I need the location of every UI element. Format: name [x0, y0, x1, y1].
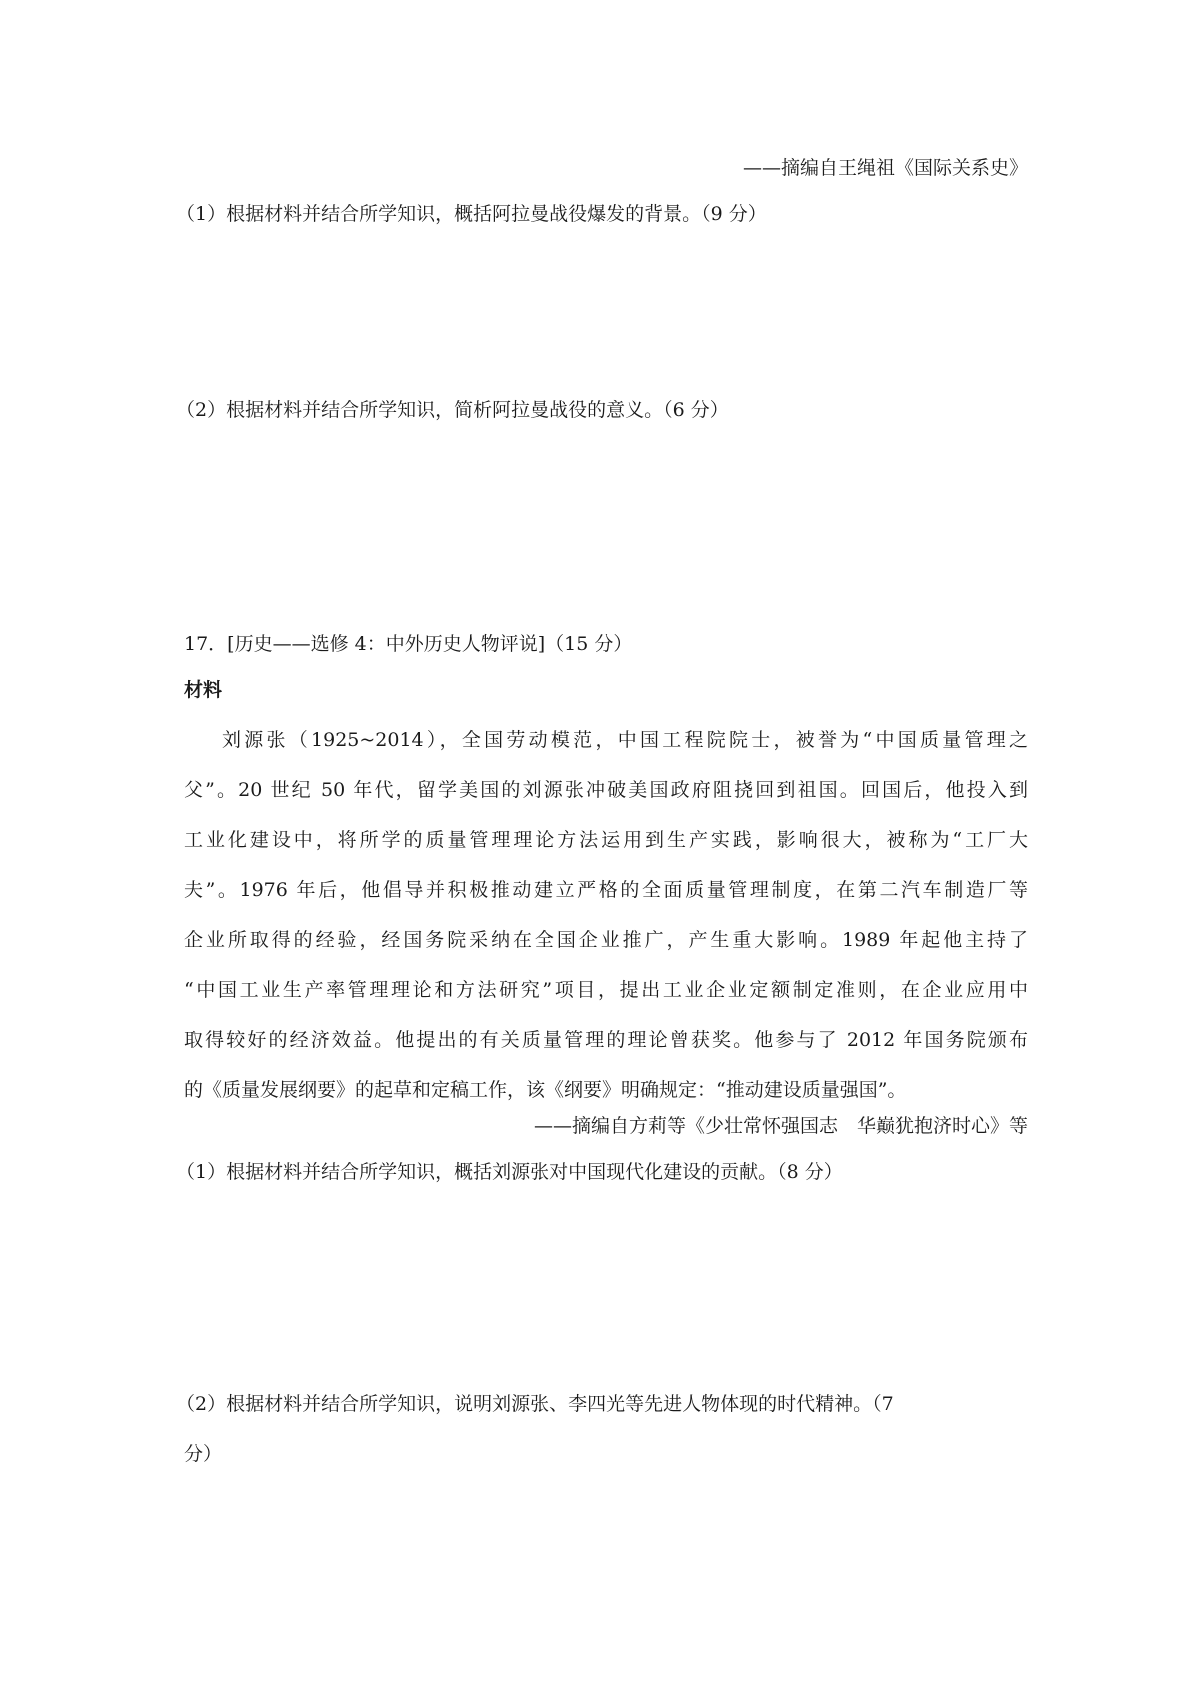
material-line: 企业所取得的经验，经国务院采纳在全国企业推广，产生重大影响。1989 年起他主持了 — [184, 929, 1028, 951]
q17-subquestion-2-line-2: 分） — [184, 1443, 223, 1465]
material-line: 取得较好的经济效益。他提出的有关质量管理的理论曾获奖。他参与了 2012 年国务院颁布 — [184, 1029, 1028, 1051]
q17-material-label: 材料 — [184, 679, 223, 701]
q17-subquestion-1: （1）根据材料并结合所学知识，概括刘源张对中国现代化建设的贡献。（8 分） — [176, 1161, 843, 1183]
material-line: 的《质量发展纲要》的起草和定稿工作，该《纲要》明确规定：“推动建设质量强国”。 — [184, 1079, 907, 1101]
q17-subquestion-2-line-1: （2）根据材料并结合所学知识，说明刘源张、李四光等先进人物体现的时代精神。（7 — [176, 1393, 894, 1415]
q16-subquestion-1: （1）根据材料并结合所学知识，概括阿拉曼战役爆发的背景。（9 分） — [176, 203, 767, 225]
q16-source-citation: ——摘编自王绳祖《国际关系史》 — [742, 157, 1028, 179]
material-line: 刘源张（1925~2014），全国劳动模范，中国工程院院士，被誉为“中国质量管理之 — [222, 729, 1028, 751]
material-line: 夫”。1976 年后，他倡导并积极推动建立严格的全面质量管理制度，在第二汽车制造厂等 — [184, 879, 1028, 901]
q17-material-paragraph — [184, 728, 1028, 1128]
q17-source-citation: ——摘编自方莉等《少壮常怀强国志 华巅犹抱济时心》等 — [533, 1115, 1028, 1137]
material-line: 父”。20 世纪 50 年代，留学美国的刘源张冲破美国政府阻挠回到祖国。回国后，他投入到 — [184, 779, 1028, 801]
material-line: “中国工业生产率管理理论和方法研究”项目，提出工业企业定额制定准则，在企业应用中 — [184, 979, 1028, 1001]
q16-subquestion-2: （2）根据材料并结合所学知识，简析阿拉曼战役的意义。（6 分） — [176, 399, 729, 421]
material-line: 工业化建设中，将所学的质量管理理论方法运用到生产实践，影响很大，被称为“工厂大 — [184, 829, 1028, 851]
q17-title: 17．[历史——选修 4：中外历史人物评说]（15 分） — [184, 633, 633, 655]
